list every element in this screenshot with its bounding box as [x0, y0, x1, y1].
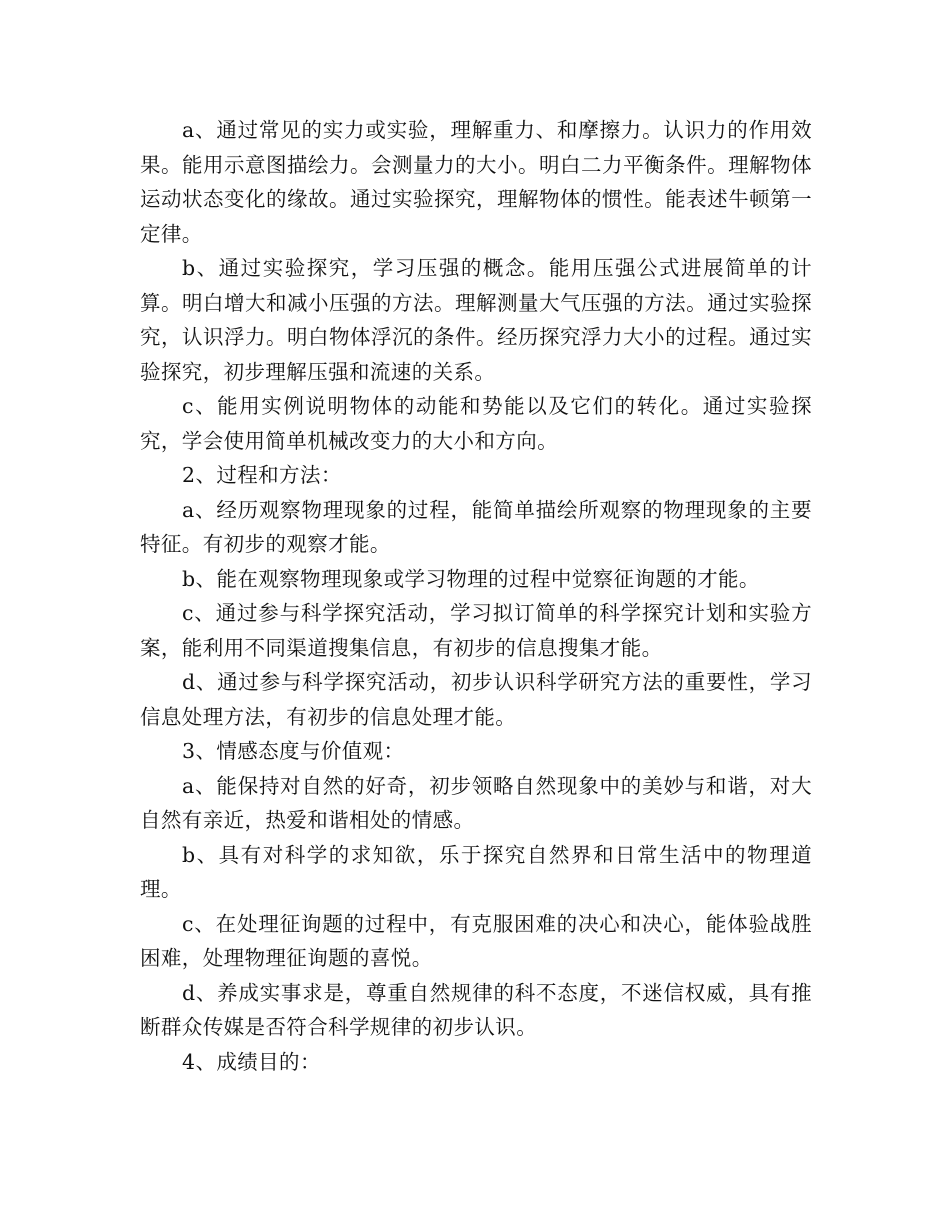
- paragraph-pressure-objectives: b、通过实验探究，学习压强的概念。能用压强公式进展简单的计算。明白增大和减小压强的方法。理解测量大气压强的方法。通过实验探究，认识浮力。明白物体浮沉的条件。经历探究浮力大小的过程。通过实验探究，初步理解压强和流速的关系。: [140, 256, 812, 384]
- paragraph-information-gathering: c、通过参与科学探究活动，学习拟订简单的科学探究计划和实验方案，能利用不同渠道搜集信息，有初步的信息搜集才能。: [140, 601, 812, 660]
- heading-attitudes-values: 3、情感态度与价值观：: [182, 739, 405, 763]
- paragraph-force-objectives: a、通过常见的实力或实验，理解重力、和摩擦力。认识力的作用效果。能用示意图描绘力。会测量力的大小。明白二力平衡条件。理解物体运动状态变化的缘故。通过实验探究，理解物体的惯性。能表述牛顿第一定律。: [140, 118, 812, 246]
- document-body: [140, 113, 812, 1079]
- paragraph-desire-knowledge: b、具有对科学的求知欲，乐于探究自然界和日常生活中的物理道理。: [140, 842, 812, 901]
- paragraph-overcoming-difficulty: c、在处理征询题的过程中，有克服困难的决心和决心，能体验战胜困难，处理物理征询题的喜悦。: [140, 911, 812, 970]
- paragraph-observation: a、经历观察物理现象的过程，能简单描绘所观察的物理现象的主要特征。有初步的观察才能。: [140, 497, 812, 556]
- paragraph-information-processing: d、通过参与科学探究活动，初步认识科学研究方法的重要性，学习信息处理方法，有初步的信息处理才能。: [140, 670, 812, 729]
- paragraph-curiosity: a、能保持对自然的好奇，初步领略自然现象中的美妙与和谐，对大自然有亲近，热爱和谐相处的情感。: [140, 773, 812, 832]
- paragraph-energy-objectives: c、能用实例说明物体的动能和势能以及它们的转化。通过实验探究，学会使用简单机械改变力的大小和方向。: [140, 394, 812, 453]
- heading-achievement-goals: 4、成绩目的：: [182, 1049, 321, 1074]
- paragraph-questioning: b、能在观察物理现象或学习物理的过程中觉察征询题的才能。: [182, 566, 760, 591]
- paragraph-scientific-attitude: d、养成实事求是，尊重自然规律的科不态度，不迷信权威，具有推断群众传媒是否符合科学规律的初步认识。: [140, 980, 812, 1039]
- heading-process-methods: 2、过程和方法：: [182, 463, 342, 487]
